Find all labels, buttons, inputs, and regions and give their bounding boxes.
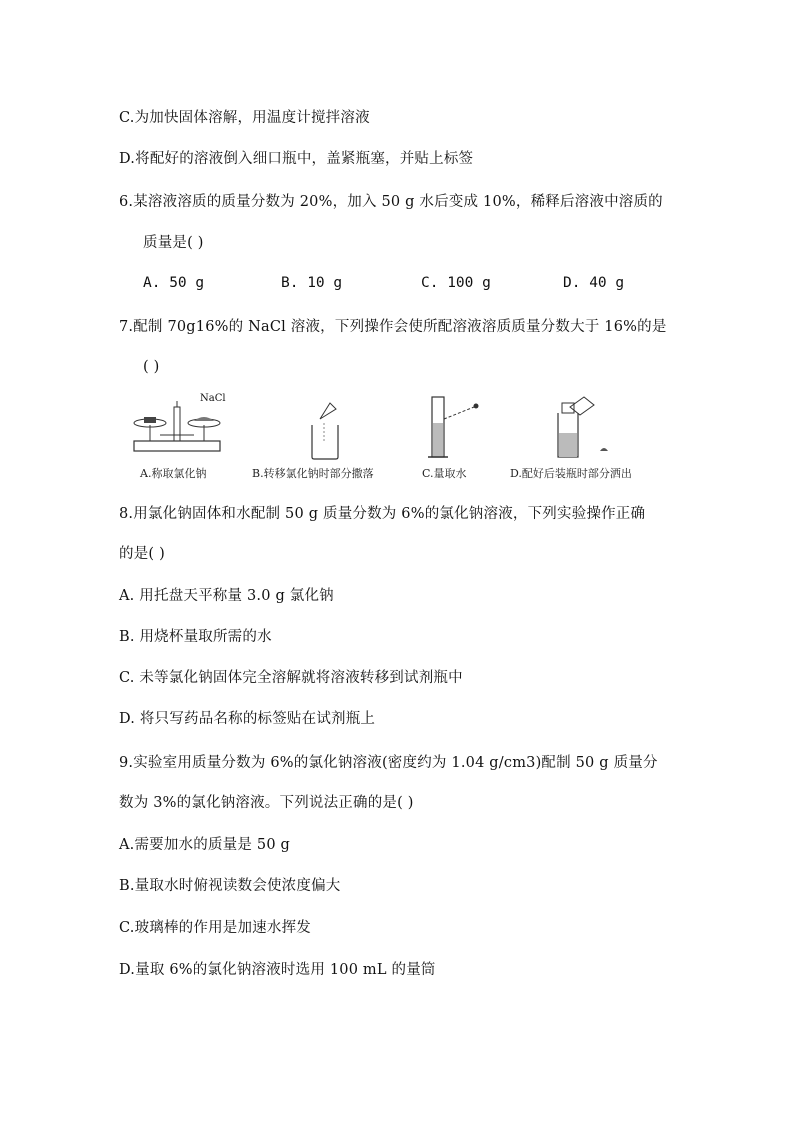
q9-stem-cont: 数为 3%的氯化钠溶液。下列说法正确的是( ) <box>119 795 414 811</box>
bottle-illustration <box>500 393 670 463</box>
caption-d: D.配好后装瓶时部分洒出 <box>510 467 632 480</box>
q8-option-a: A. 用托盘天平称量 3.0 g 氯化钠 <box>119 588 334 604</box>
q7-stem-cont: ( ) <box>143 359 160 375</box>
q8-stem: 8.用氯化钠固体和水配制 50 g 质量分数为 6%的氯化钠溶液，下列实验操作正确 <box>119 506 646 522</box>
q9-option-b: B.量取水时俯视读数会使浓度偏大 <box>119 878 341 894</box>
q6-options <box>143 275 663 295</box>
q6-option-b: B. 10 g <box>281 275 343 291</box>
fig-balance <box>130 393 240 488</box>
q7-figure <box>130 393 670 488</box>
fig-cylinder <box>410 393 500 488</box>
cylinder-illustration <box>410 393 500 463</box>
q6-option-a: A. 50 g <box>143 275 205 291</box>
q8-option-c: C. 未等氯化钠固体完全溶解就将溶液转移到试剂瓶中 <box>119 670 463 686</box>
q6-stem: 6.某溶液溶质的质量分数为 20%，加入 50 g 水后变成 10%，稀释后溶液中溶质的 <box>119 194 663 210</box>
q9-stem: 9.实验室用质量分数为 6%的氯化钠溶液(密度约为 1.04 g/cm3)配制 50 g 质量分 <box>119 755 658 771</box>
caption-c: C.量取水 <box>422 467 467 480</box>
q6-option-d: D. 40 g <box>563 275 625 291</box>
nacl-label: NaCl <box>200 393 226 404</box>
q5-option-c: C.为加快固体溶解，用温度计搅拌溶液 <box>119 110 370 126</box>
q8-option-b: B. 用烧杯量取所需的水 <box>119 629 272 645</box>
q9-option-c: C.玻璃棒的作用是加速水挥发 <box>119 920 311 936</box>
q8-option-d: D. 将只写药品名称的标签贴在试剂瓶上 <box>119 711 376 727</box>
q6-stem-cont: 质量是( ) <box>143 235 204 251</box>
caption-b: B.转移氯化钠时部分撒落 <box>252 467 374 480</box>
beaker-illustration <box>240 393 410 463</box>
q5-option-d: D.将配好的溶液倒入细口瓶中，盖紧瓶塞，并贴上标签 <box>119 151 474 167</box>
fig-transfer <box>240 393 410 488</box>
q8-stem-cont: 的是( ) <box>119 546 165 562</box>
q9-option-d: D.量取 6%的氯化钠溶液时选用 100 mL 的量筒 <box>119 962 436 978</box>
q6-option-c: C. 100 g <box>421 275 491 291</box>
fig-bottling <box>500 393 670 488</box>
q7-stem: 7.配制 70g16%的 NaCl 溶液，下列操作会使所配溶液溶质质量分数大于 16%的是 <box>119 319 667 335</box>
caption-a: A.称取氯化钠 <box>140 467 207 480</box>
q9-option-a: A.需要加水的质量是 50 g <box>119 837 291 853</box>
